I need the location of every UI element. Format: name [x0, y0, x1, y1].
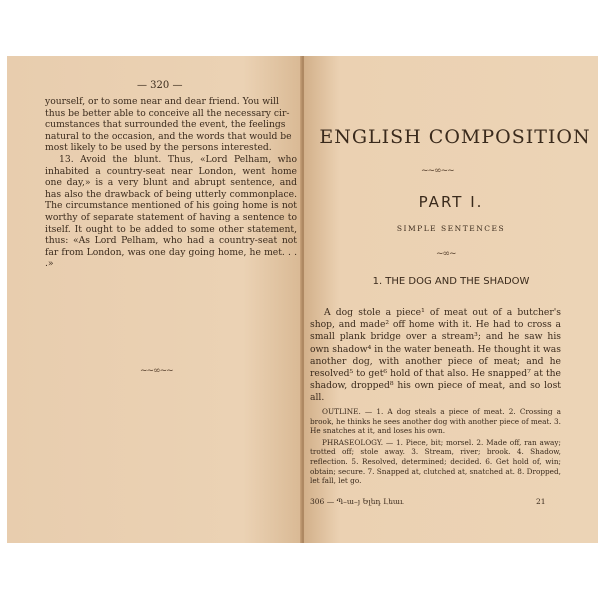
part-subtitle: SIMPLE SENTENCES [396, 224, 506, 233]
notes-block [310, 407, 561, 488]
text-line: thus be better able to conceive all the necessary cir- [45, 107, 290, 119]
text-line: most likely to be used by the persons interested. [45, 142, 272, 154]
page-number: — 320 — [137, 80, 183, 91]
page-number: 21 [536, 497, 546, 506]
lesson-title: 1. THE DOG AND THE SHADOW [372, 276, 530, 287]
right-page [304, 56, 598, 543]
text-line: cumstances that surrounded the event, the feelings [45, 119, 286, 131]
story-text [310, 307, 561, 405]
ornament-divider: ~~∞~~ [140, 366, 173, 376]
book-title: ENGLISH COMPOSITION [319, 126, 591, 148]
title-ornament: ~~∞~~ [421, 166, 454, 176]
paragraph-13: 13. Avoid the blunt. Thus, «Lord Pelham, who inhabited a country-seat near London, went home one day,» is a very blunt and abrupt sentence, and has also the drawback of being utterly commonplace. The circumstance mentioned of his going home is not worthy of separate statement of having a sentence to itself. It ought to be added to some other statement, thus: «As Lord Pelham, who had a country-seat not far from London, was one day going home, he met. . . .» [45, 153, 297, 270]
left-text-block [45, 96, 297, 270]
left-page [7, 56, 302, 543]
open-book [7, 56, 598, 543]
text-line: natural to the occasion, and the words that would be [45, 130, 292, 142]
subtitle-ornament: ~∞~ [436, 249, 456, 259]
text-line: yourself, or to some near and dear friend. You will [45, 96, 279, 107]
outline-note: OUTLINE. — 1. A dog steals a piece of meat. 2. Crossing a brook, he thinks he sees another dog with another piece of meat. 3. He snatches at it, and loses his own. [310, 407, 561, 436]
footer-signature: 306 — Պ–ա–յ Ելեդ Լեաւ [310, 497, 404, 506]
story-paragraph: A dog stole a piece¹ of meat out of a butcher's shop, and made² off home with it. He had to cross a small plank bridge over a stream³; and he saw his own shadow⁴ in the water beneath. He thought it was another dog, with another piece of meat; and he resolved⁵ to get⁶ hold of that also. He snapped⁷ at the shadow, dropped⁸ his own piece of meat, and so lost all. [310, 307, 561, 404]
phraseology-note: PHRASEOLOGY. — 1. Piece, bit; morsel. 2. Made off, ran away; trotted off; stole away. 3. Stream, river; brook. 4. Shadow, reflection. 5. Resolved, determined; decided. 6. Get hold of, win; obtain; secure. 7. Snapped at, clutched at, snatched at. 8. Dropped, let fall, let go. [310, 437, 561, 486]
part-heading: PART I. [418, 193, 484, 211]
